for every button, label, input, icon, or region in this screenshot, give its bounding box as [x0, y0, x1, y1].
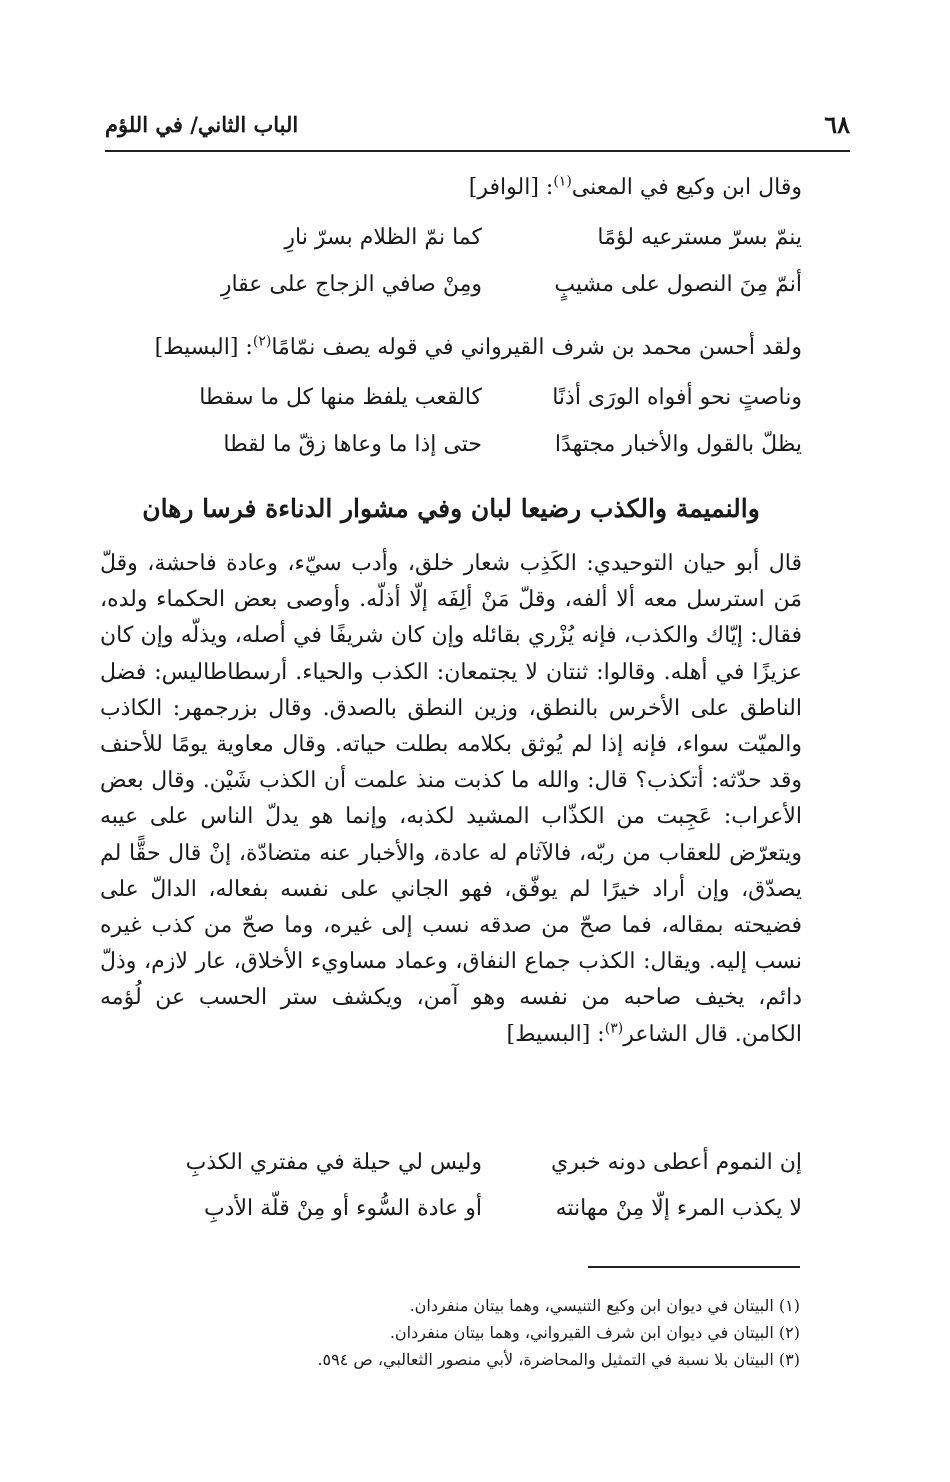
- running-title: الباب الثاني/ في اللؤم: [105, 112, 299, 137]
- verse-second-hemistich: وليس لي حيلة في مفتري الكذبِ: [185, 1150, 482, 1175]
- body-paragraph: [100, 546, 802, 1053]
- page-header: [105, 108, 850, 152]
- verse-line: [100, 1196, 802, 1236]
- footnote-divider: [588, 1266, 800, 1268]
- verse-line: [100, 432, 802, 472]
- verse-second-hemistich: حتى إذا ما وعاها زقّ ما لقطا: [223, 432, 482, 457]
- verse-second-hemistich: أو عادة السُّوء أو مِنْ قلّة الأدبِ: [203, 1196, 482, 1221]
- intro-text: وقال ابن وكيع في المعنى: [571, 175, 802, 200]
- verse-line: [100, 272, 802, 312]
- footnote-ref: (١): [553, 173, 572, 190]
- verse-first-hemistich: ينمّ بسرّ مسترعيه لؤمًا: [597, 225, 802, 250]
- verse-second-hemistich: ومِنْ صافي الزجاج على عقارِ: [220, 272, 482, 297]
- paragraph-text: قال أبو حيان التوحيدي: الكَذِب شعار خلق، وأدب سيّء، وعادة فاحشة، وقلّ مَن استرسل معه ألا ألفه، وقلّ مَنْ ألِفَه إلّا أذلّه. وأوصى بعض الحكماء ولده، فقال: إيّاك والكذب، فإنه يُزْري بقائله وإن كان شريفًا في أصله، ويذلّه وإن كان عزيزًا في أهله. وقالوا: ثنتان لا يجتمعان: الكذب والحياء. أرسطاطاليس: فضل الناطق على الأخرس بالنطق، وزين النطق بالصدق. وقال بزرجمهر: الكاذب والميّت سواء، فإنه إذا لم يُوثق بكلامه بطلت حياته. وقال معاوية يومًا للأحنف وقد حدّثه: أتكذب؟ قال: والله ما كذبت منذ علمت أن الكذب شَيْن. وقال بعض الأعراب: عَجِبت من الكذّاب المشيد لكذبه، وإنما هو يدلّ الناس على عيبه ويتعرّض للعقاب من ربّه، فالآثام له عادة، والأخبار عنه متضادّة، إنْ قال حقًّا لم يصدّق، وإن أراد خيرًا لم يوفّق، فهو الجاني على نفسه بفعاله، الدالّ على فضيحته بمقاله، فما صحّ من صدقه نسب إلى غيره، وما صحّ من كذب غيره نسب إليه. ويقال: الكذب جماع النفاق، وعماد مساويء الأخلاق، عار لازم، وذلّ دائم، يخيف صاحبه من نفسه وهو آمن، ويكشف ستر الحسب عن لُؤمه الكامن. قال الشاعر: [100, 551, 803, 1047]
- footnote: (٣) البيتان بلا نسبة في التمثيل والمحاضرة، لأبي منصور الثعالبي، ص ٥٩٤.: [317, 1350, 800, 1369]
- verse-first-hemistich: لا يكذب المرء إلّا مِنْ مهانته: [555, 1196, 802, 1221]
- section-heading: والنميمة والكذب رضيعا لبان وفي مشوار الدناءة فرسا رهان: [142, 494, 760, 523]
- footnote: (١) البيتان في ديوان ابن وكيع التنيسي، وهما بيتان منفردان.: [409, 1296, 800, 1315]
- meter-label: : [البسيط]: [506, 1021, 605, 1047]
- verse-first-hemistich: وناصتٍ نحو أفواه الورَى أذنًا: [552, 385, 802, 410]
- intro-text: ولقد أحسن محمد بن شرف القيرواني في قوله يصف نمّامًا: [271, 335, 802, 360]
- verse-first-hemistich: أنمّ مِنَ النصول على مشيبٍ: [554, 272, 802, 297]
- footnote-ref: (٣): [604, 1020, 624, 1037]
- page-number: ٦٨: [824, 110, 850, 139]
- footnote: (٢) البيتان في ديوان ابن شرف القيرواني، وهما بيتان منفردان.: [389, 1323, 800, 1342]
- verse-first-hemistich: يظلّ بالقول والأخبار مجتهدًا: [554, 432, 802, 457]
- verse-first-hemistich: إن النموم أعطى دونه خبري: [551, 1150, 802, 1175]
- footnote-ref: (٢): [252, 333, 272, 350]
- verse-line: [100, 1150, 802, 1190]
- verse-second-hemistich: كالقعب يلفظ منها كل ما سقطا: [199, 385, 482, 410]
- verse-intro-1: [469, 169, 802, 207]
- meter-label: : [البسيط]: [154, 335, 253, 360]
- verse-second-hemistich: كما نمّ الظلام بسرّ نارِ: [284, 225, 482, 250]
- verse-intro-2: [155, 329, 802, 367]
- verse-line: [100, 225, 802, 265]
- verse-line: [100, 385, 802, 425]
- meter-label: : [الوافر]: [468, 175, 554, 200]
